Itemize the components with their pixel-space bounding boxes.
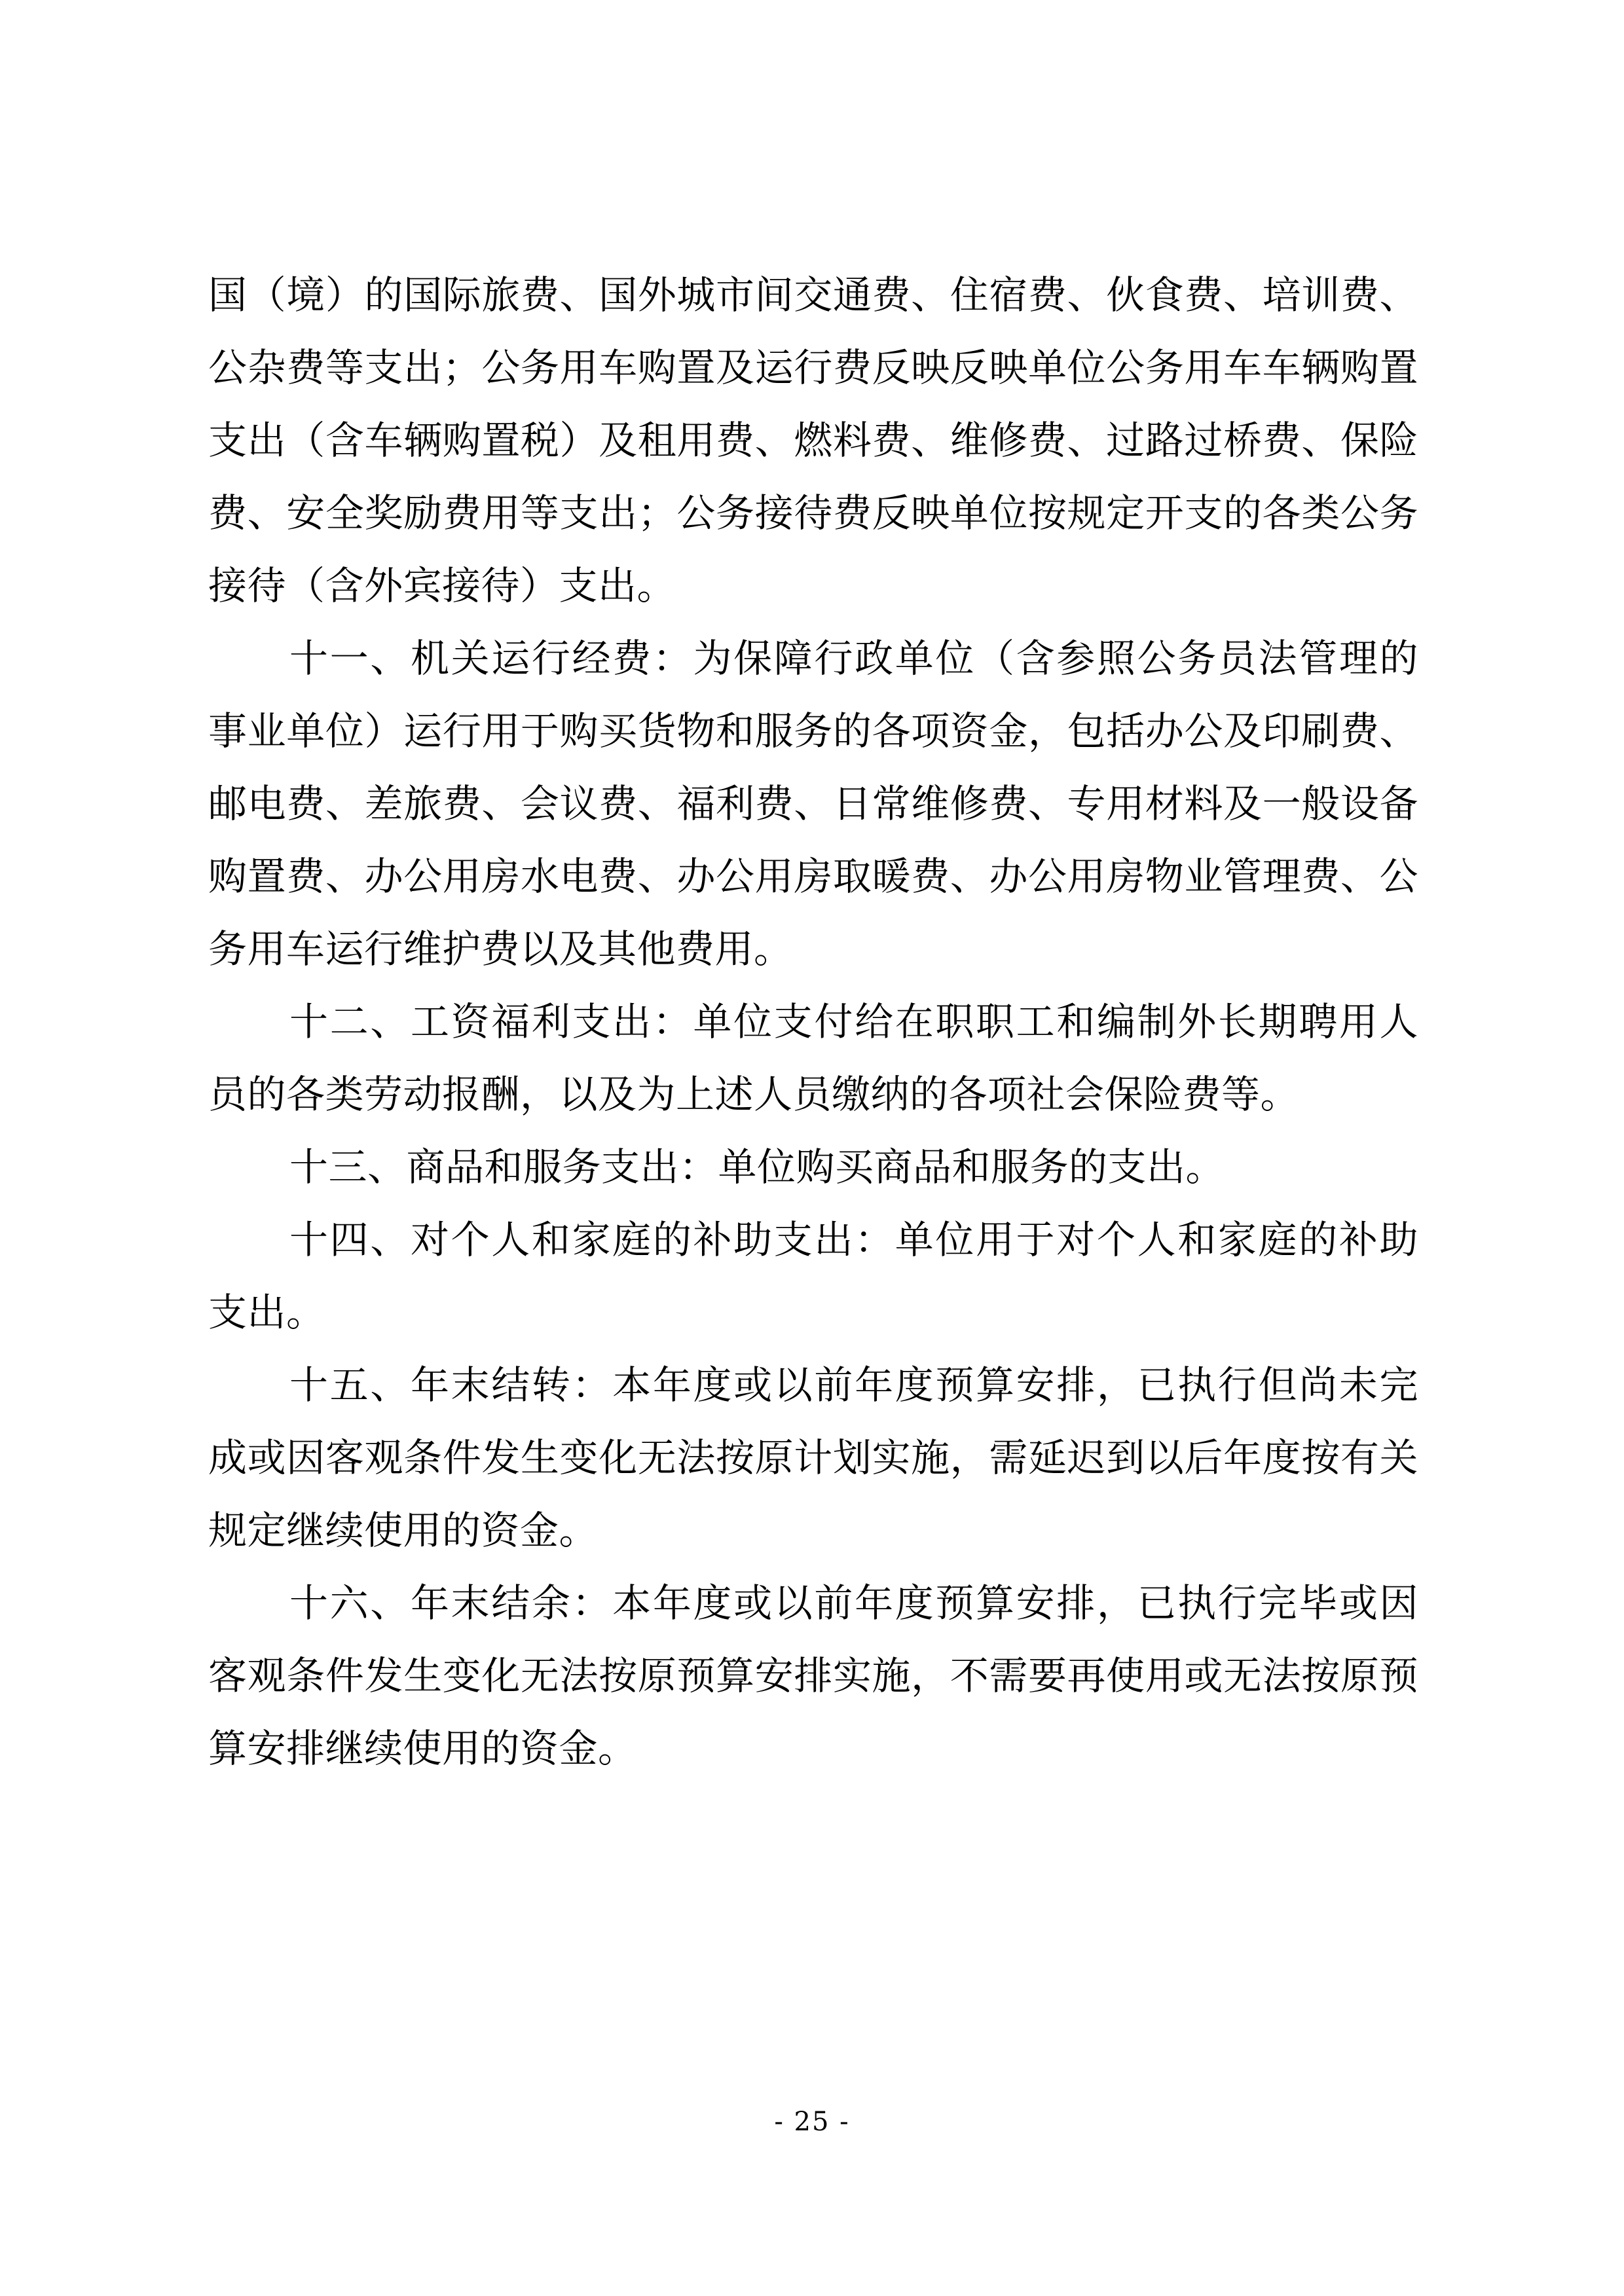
paragraph-item-16: 十六、年末结余：本年度或以前年度预算安排，已执行完毕或因客观条件发生变化无法按原预算安排实施，不需要再使用或无法按原预算安排继续使用的资金。 (208, 1580, 1418, 1771)
document-body (208, 259, 1418, 1785)
page-number: - 25 - (774, 2107, 850, 2137)
paragraph-item-12: 十二、工资福利支出：单位支付给在职职工和编制外长期聘用人员的各类劳动报酬，以及为上述人员缴纳的各项社会保险费等。 (208, 999, 1418, 1117)
paragraph-item-15: 十五、年末结转：本年度或以前年度预算安排，已执行但尚未完成或因客观条件发生变化无法按原计划实施，需延迟到以后年度按有关规定继续使用的资金。 (208, 1362, 1418, 1553)
paragraph-item-13: 十三、商品和服务支出：单位购买商品和服务的支出。 (289, 1144, 1225, 1190)
paragraph-item-14: 十四、对个人和家庭的补助支出：单位用于对个人和家庭的补助支出。 (208, 1217, 1418, 1335)
paragraph-continuation: 国（境）的国际旅费、国外城市间交通费、住宿费、伙食费、培训费、公杂费等支出；公务用车购置及运行费反映反映单位公务用车车辆购置支出（含车辆购置税）及租用费、燃料费、维修费、过路过桥费、保险费、安全奖励费用等支出；公务接待费反映单位按规定开支的各类公务接待（含外宾接待）支出。 (208, 272, 1418, 608)
paragraph-item-11: 十一、机关运行经费：为保障行政单位（含参照公务员法管理的事业单位）运行用于购买货物和服务的各项资金，包括办公及印刷费、邮电费、差旅费、会议费、福利费、日常维修费、专用材料及一般设备购置费、办公用房水电费、办公用房取暖费、办公用房物业管理费、公务用车运行维护费以及其他费用。 (208, 636, 1418, 972)
